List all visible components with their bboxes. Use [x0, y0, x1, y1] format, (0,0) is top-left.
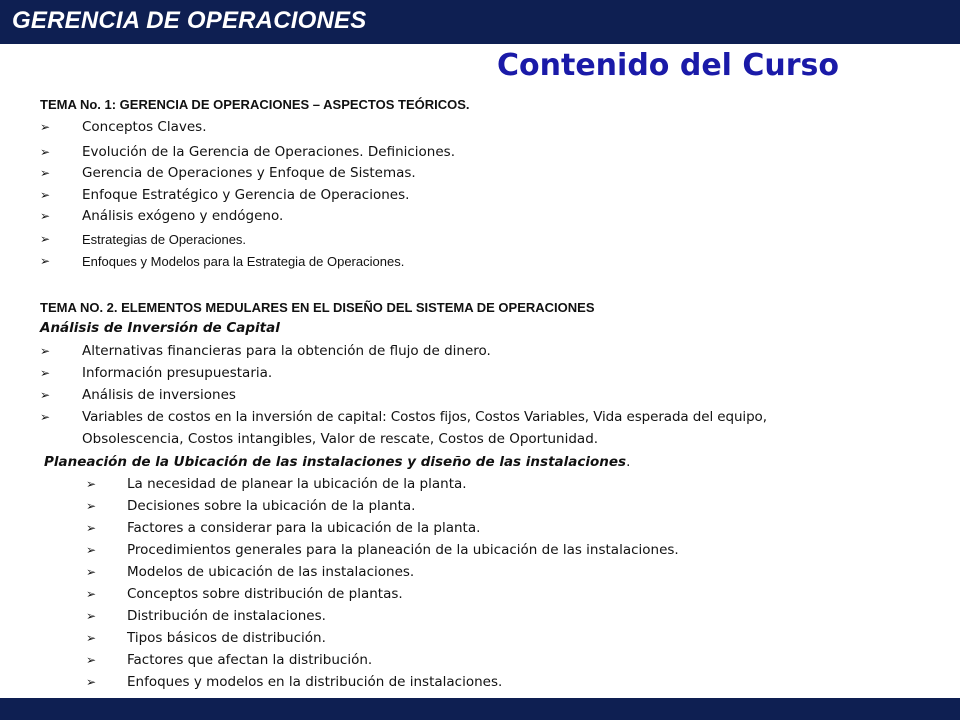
tema1-item: Enfoque Estratégico y Gerencia de Operaciones. [82, 187, 410, 203]
tema2-item: Factores que afectan la distribución. [127, 652, 373, 668]
header-bar [0, 0, 960, 44]
bullet-arrow-icon: ➢ [40, 388, 51, 402]
tema2-heading: TEMA NO. 2. ELEMENTOS MEDULARES EN EL DISEÑO DEL SISTEMA DE OPERACIONES [40, 300, 595, 315]
slide-title: Contenido del Curso [497, 48, 840, 83]
tema2-item: Análisis de inversiones [82, 387, 236, 403]
tema1-item: Evolución de la Gerencia de Operaciones. Definiciones. [82, 144, 455, 160]
bullet-arrow-icon: ➢ [86, 521, 97, 535]
bullet-arrow-icon: ➢ [86, 565, 97, 579]
tema2-item: Variables de costos en la inversión de capital: Costos fijos, Costos Variables, Vida esperada del equipo, [82, 409, 767, 425]
tema2-item: Factores a considerar para la ubicación de la planta. [127, 520, 481, 536]
header-title: GERENCIA DE OPERACIONES [12, 7, 367, 34]
bullet-arrow-icon: ➢ [40, 254, 51, 268]
bullet-arrow-icon: ➢ [86, 543, 97, 557]
subsection-title-period: . [626, 454, 631, 470]
bullet-arrow-icon: ➢ [86, 631, 97, 645]
tema2-item: Enfoques y modelos en la distribución de instalaciones. [127, 674, 503, 690]
bullet-arrow-icon: ➢ [86, 675, 97, 689]
tema2-item: Distribución de instalaciones. [127, 608, 326, 624]
footer-bar [0, 698, 960, 720]
tema2-item-continuation: Obsolescencia, Costos intangibles, Valor de rescate, Costos de Oportunidad. [82, 431, 599, 447]
bullet-arrow-icon: ➢ [40, 366, 51, 380]
bullet-arrow-icon: ➢ [86, 499, 97, 513]
bullet-arrow-icon: ➢ [40, 232, 51, 246]
tema2-item: Modelos de ubicación de las instalaciones. [127, 564, 415, 580]
tema1-item: Estrategias de Operaciones. [82, 232, 247, 247]
subsection-title: Análisis de Inversión de Capital [40, 320, 280, 336]
bullet-arrow-icon: ➢ [86, 587, 97, 601]
subsection-title-text: Planeación de la Ubicación de las instalaciones y diseño de las instalaciones [44, 454, 627, 470]
tema2-item: Decisiones sobre la ubicación de la planta. [127, 498, 416, 514]
tema2-item: Procedimientos generales para la planeación de la ubicación de las instalaciones. [127, 542, 679, 558]
bullet-arrow-icon: ➢ [40, 344, 51, 358]
tema2-item: Tipos básicos de distribución. [127, 630, 326, 646]
bullet-arrow-icon: ➢ [86, 477, 97, 491]
subsection-title [44, 453, 630, 471]
tema1-heading: TEMA No. 1: GERENCIA DE OPERACIONES – ASPECTOS TEÓRICOS. [40, 97, 470, 112]
tema2-item: Conceptos sobre distribución de plantas. [127, 586, 403, 602]
bullet-arrow-icon: ➢ [86, 609, 97, 623]
tema1-item: Análisis exógeno y endógeno. [82, 208, 284, 224]
tema1-item: Conceptos Claves. [82, 119, 207, 135]
bullet-arrow-icon: ➢ [40, 120, 51, 134]
bullet-arrow-icon: ➢ [40, 410, 51, 424]
bullet-arrow-icon: ➢ [40, 188, 51, 202]
tema2-item: Información presupuestaria. [82, 365, 273, 381]
bullet-arrow-icon: ➢ [40, 166, 51, 180]
tema2-item: Alternativas financieras para la obtención de flujo de dinero. [82, 343, 491, 359]
tema1-item: Enfoques y Modelos para la Estrategia de Operaciones. [82, 254, 405, 269]
bullet-arrow-icon: ➢ [40, 209, 51, 223]
tema2-item: La necesidad de planear la ubicación de la planta. [127, 476, 467, 492]
bullet-arrow-icon: ➢ [86, 653, 97, 667]
bullet-arrow-icon: ➢ [40, 145, 51, 159]
tema1-item: Gerencia de Operaciones y Enfoque de Sistemas. [82, 165, 416, 181]
